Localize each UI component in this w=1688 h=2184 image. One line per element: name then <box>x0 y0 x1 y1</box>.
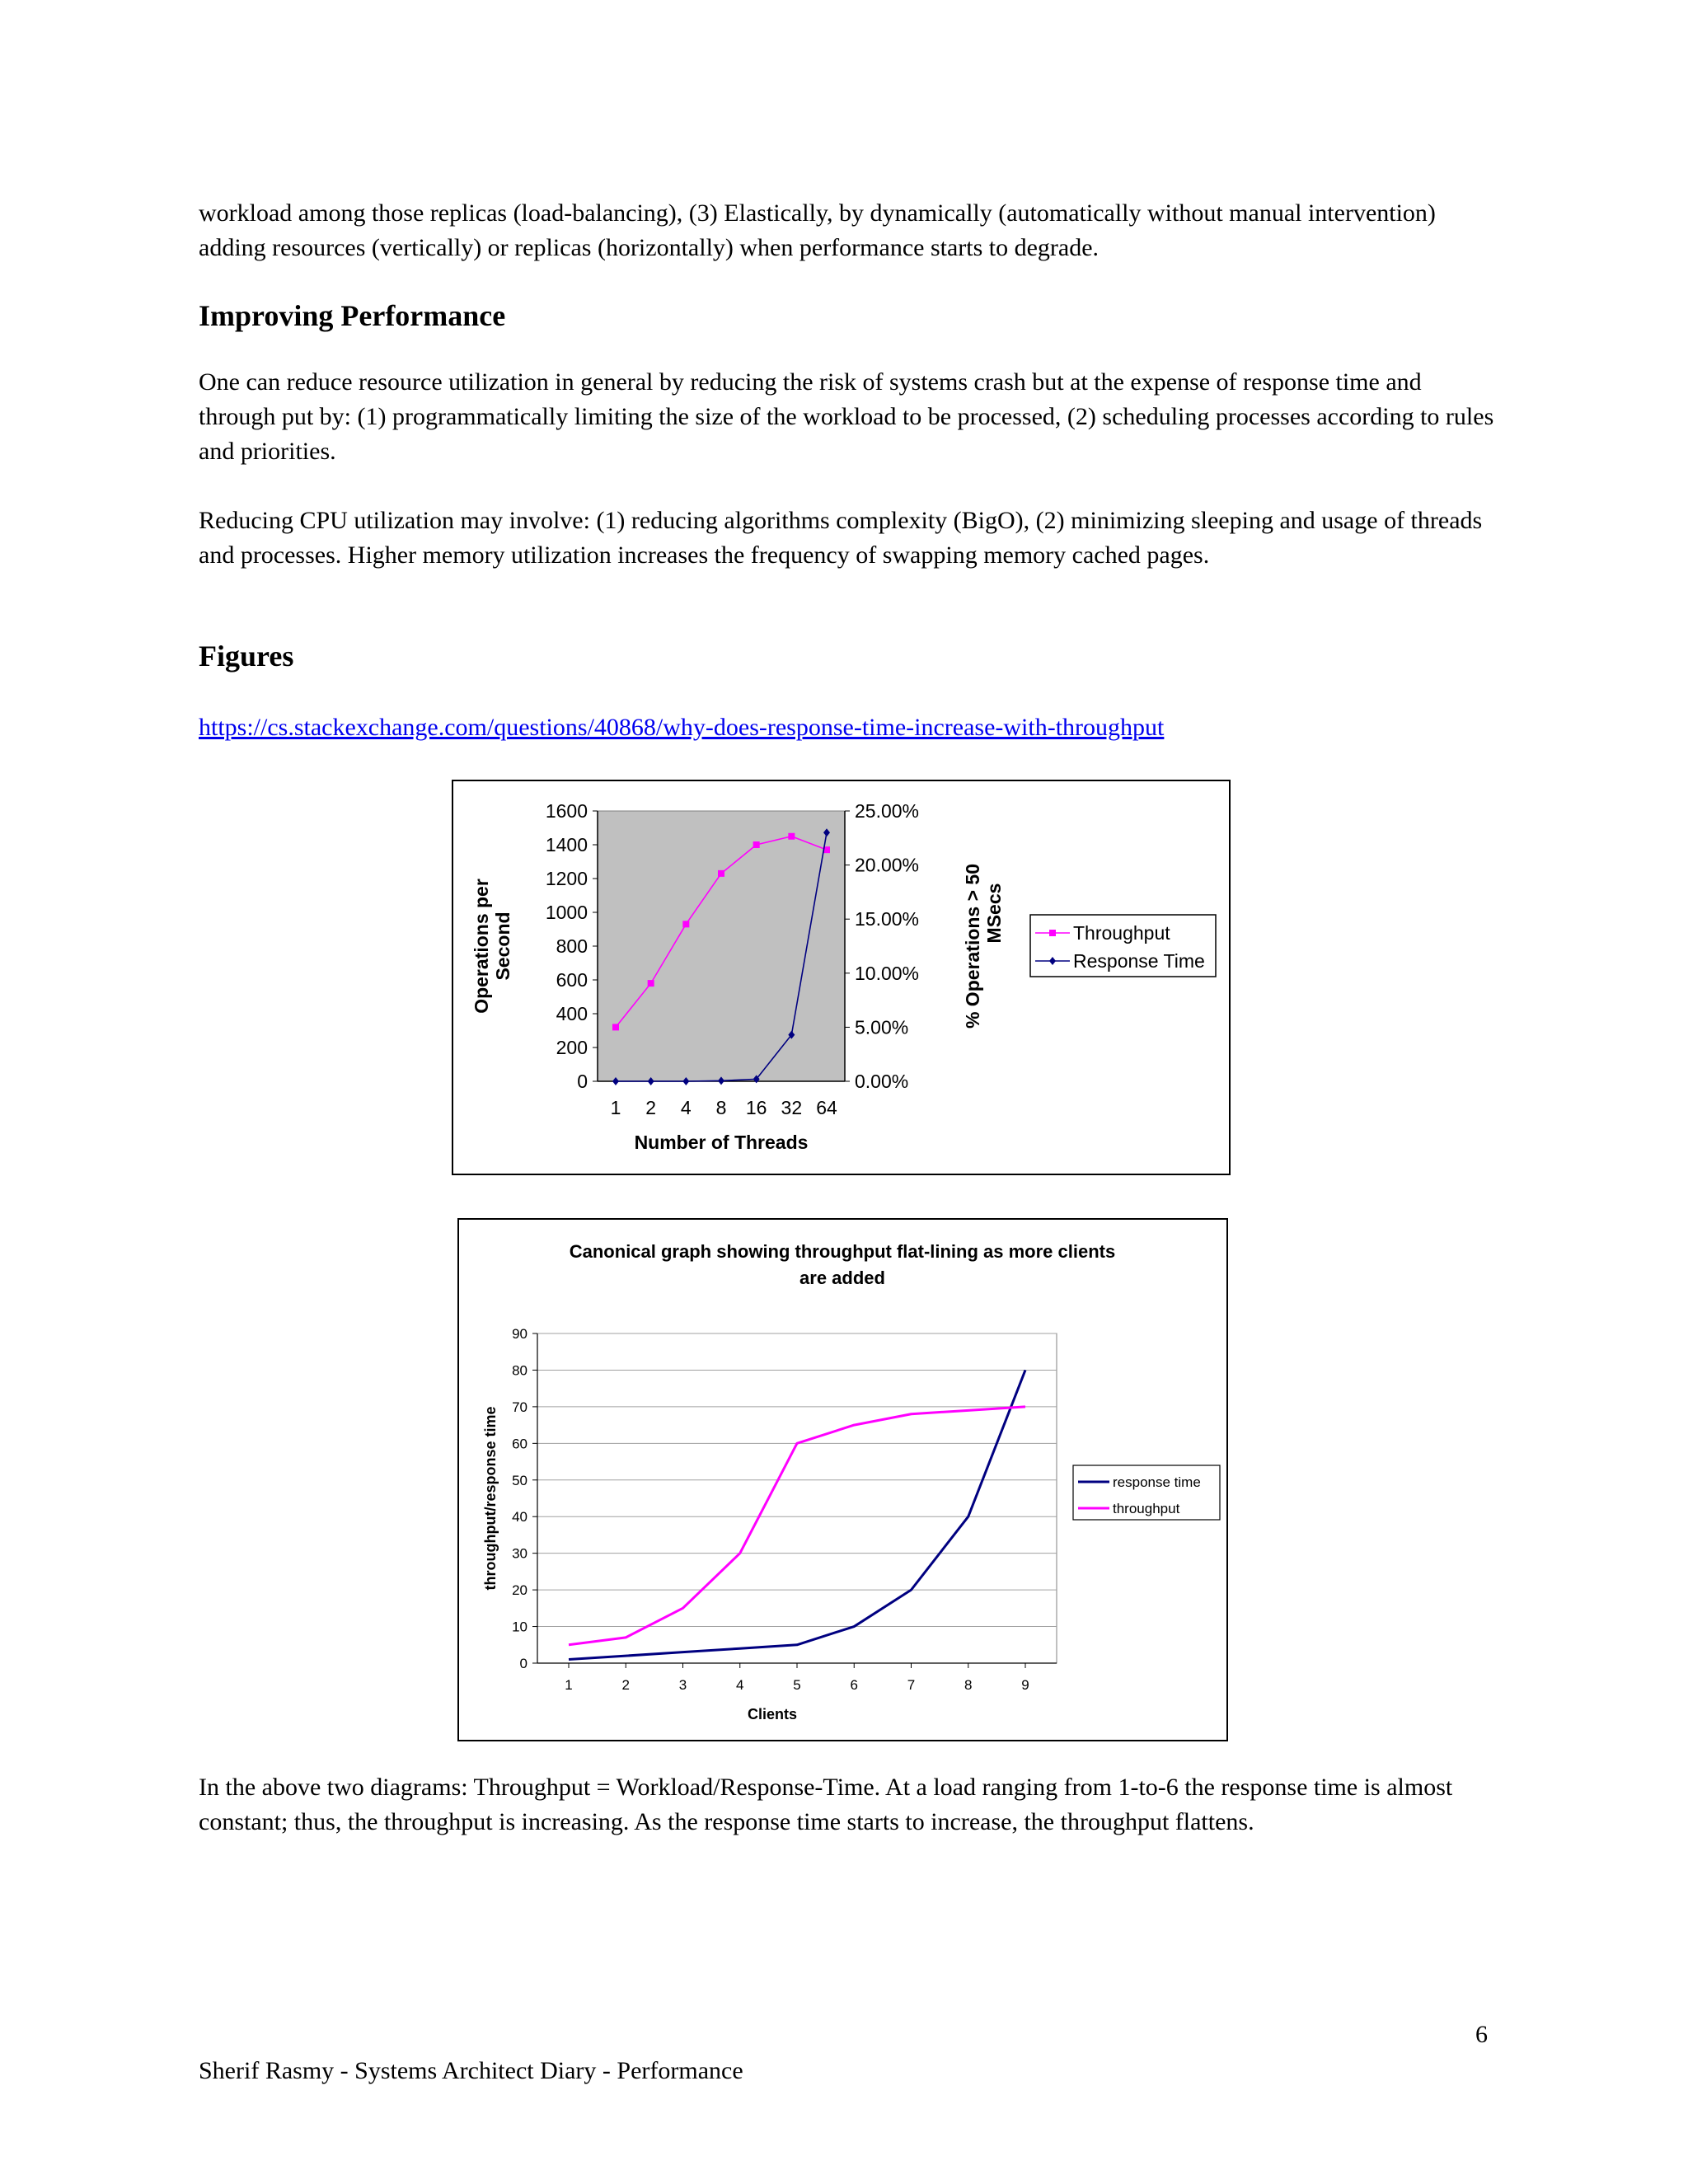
y-tick-label: 60 <box>512 1436 528 1452</box>
clients-chart <box>459 1220 1230 1743</box>
y2-tick-label: 25.00% <box>855 800 920 822</box>
y-tick-label: 10 <box>512 1619 528 1635</box>
legend-marker <box>1049 930 1056 936</box>
y-axis-label: Operations per <box>471 879 492 1014</box>
x-tick-label: 8 <box>715 1097 727 1118</box>
y-tick-label: 1000 <box>545 902 588 923</box>
x-tick-label: 64 <box>816 1097 837 1118</box>
y-tick-label: 800 <box>556 935 588 957</box>
y2-tick-label: 20.00% <box>855 854 920 876</box>
paragraph-intro: workload among those replicas (load-balancing), (3) Elastically, by dynamically (automatically without manual intervention) adding resources (vertically) or replicas (horizontally) when performance starts to degrade. <box>199 199 1436 261</box>
x-tick-label: 1 <box>610 1097 621 1118</box>
page-footer: Sherif Rasmy - Systems Architect Diary - Performance <box>199 2057 743 2084</box>
data-point <box>682 921 689 927</box>
y-tick-label: 80 <box>512 1362 528 1379</box>
x-tick-label: 4 <box>680 1097 692 1118</box>
x-axis-label: Clients <box>747 1706 798 1722</box>
paragraph-cpu-utilization: Reducing CPU utilization may involve: (1) reducing algorithms complexity (BigO), (2) minimizing sleeping and usage of threads and processes. Higher memory utilization increases the frequency of swapping memory cached pages. <box>199 507 1483 569</box>
chart-title: are added <box>799 1268 885 1288</box>
x-tick-label: 16 <box>745 1097 767 1118</box>
x-tick-label: 3 <box>678 1677 687 1693</box>
y2-tick-label: 0.00% <box>855 1071 909 1092</box>
y-tick-label: 1400 <box>545 834 588 855</box>
data-point <box>788 833 795 840</box>
y-tick-label: 600 <box>556 969 588 991</box>
paragraph-resource-utilization: One can reduce resource utilization in general by reducing the risk of systems crash but at the expense of response time and through put by: (1) programmatically limiting the size of the workload to be processed, (2) scheduling processes according to rules and priorities. <box>199 368 1494 465</box>
x-tick-label: 7 <box>907 1677 916 1693</box>
y-tick-label: 90 <box>512 1326 528 1342</box>
y-tick-label: 200 <box>556 1037 588 1058</box>
data-point <box>753 841 760 848</box>
x-tick-label: 1 <box>565 1677 573 1693</box>
x-tick-label: 4 <box>736 1677 744 1693</box>
x-tick-label: 32 <box>781 1097 803 1118</box>
y-tick-label: 70 <box>512 1399 528 1415</box>
y2-tick-label: 5.00% <box>855 1016 909 1038</box>
figure-clients-chart <box>457 1218 1228 1741</box>
x-tick-label: 5 <box>793 1677 801 1693</box>
y-tick-label: 1600 <box>545 800 588 822</box>
y2-tick-label: 10.00% <box>855 962 920 984</box>
y-tick-label: 0 <box>577 1071 588 1092</box>
x-tick-label: 2 <box>645 1097 657 1118</box>
heading-figures: Figures <box>199 640 294 673</box>
y2-axis-label: % Operations > 50 <box>962 863 983 1029</box>
data-point <box>612 1024 619 1030</box>
plot-area <box>598 811 845 1081</box>
x-tick-label: 8 <box>964 1677 973 1693</box>
y-tick-label: 50 <box>512 1472 528 1488</box>
y-axis-label: throughput/response time <box>482 1406 499 1591</box>
y-tick-label: 20 <box>512 1582 528 1599</box>
y-tick-label: 30 <box>512 1545 528 1562</box>
figure-threads-chart <box>452 780 1231 1175</box>
x-tick-label: 6 <box>850 1677 858 1693</box>
threads-chart <box>453 781 1232 1177</box>
y2-axis-label-line2: MSecs <box>983 883 1005 944</box>
data-point <box>648 980 654 987</box>
y2-tick-label: 15.00% <box>855 908 920 930</box>
x-tick-label: 9 <box>1021 1677 1029 1693</box>
plot-area <box>537 1333 1057 1663</box>
legend-label: response time <box>1113 1474 1201 1490</box>
paragraph-diagram-explanation: In the above two diagrams: Throughput = Workload/Response-Time. At a load ranging from 1-to-6 the response time is almost constant; thus, the throughput is increasing. As the response time starts to increase, the throughput flattens. <box>199 1774 1453 1835</box>
legend-label: Response Time <box>1073 950 1205 972</box>
x-tick-label: 2 <box>621 1677 630 1693</box>
y-axis-label-line2: Second <box>492 912 513 981</box>
chart-title: Canonical graph showing throughput flat-lining as more clients <box>569 1241 1116 1262</box>
page-number: 6 <box>1475 2021 1488 2048</box>
data-point <box>718 870 724 877</box>
y-tick-label: 1200 <box>545 868 588 889</box>
y-tick-label: 40 <box>512 1509 528 1526</box>
source-link[interactable]: https://cs.stackexchange.com/questions/40868/why-does-response-time-increase-with-throughput <box>199 714 1165 741</box>
legend-label: throughput <box>1113 1501 1180 1516</box>
x-axis-label: Number of Threads <box>634 1132 809 1153</box>
legend-label: Throughput <box>1073 922 1170 944</box>
y-tick-label: 0 <box>519 1656 528 1671</box>
heading-improving-performance: Improving Performance <box>199 299 506 332</box>
y-tick-label: 400 <box>556 1003 588 1024</box>
